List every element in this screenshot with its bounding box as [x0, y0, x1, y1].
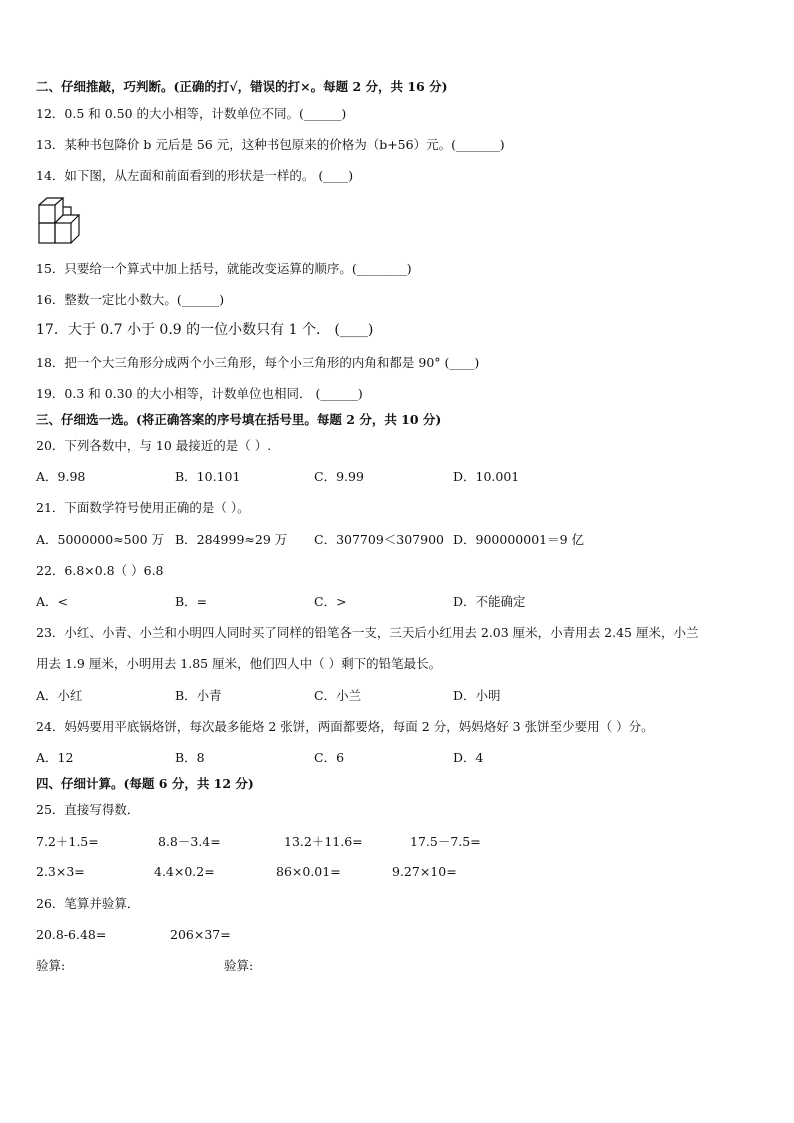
q24-option-d: D．4 — [453, 750, 484, 765]
calc-item: 20.8-6.48= — [36, 927, 107, 942]
q23-option-d: D．小明 — [453, 688, 501, 703]
question-22: 22．6.8×0.8（ ）6.8 — [36, 563, 164, 578]
question-24: 24．妈妈要用平底锅烙饼，每次最多能烙 2 张饼，两面都要烙，每面 2 分，妈妈烙好 3 张饼至少要用（ ）分。 — [36, 719, 654, 734]
question-17: 17．大于 0.7 小于 0.9 的一位小数只有 1 个． (____) — [36, 322, 374, 338]
calc-item: 13.2＋11.6= — [284, 834, 363, 849]
q22-option-d: D．不能确定 — [453, 594, 526, 609]
question-21: 21．下面数学符号使用正确的是（ ）。 — [36, 500, 250, 515]
q22-option-b: B．= — [175, 594, 208, 609]
q20-option-b: B．10.101 — [175, 469, 241, 484]
q21-option-b: B．284999≈29 万 — [175, 532, 288, 547]
check-label: 验算: — [36, 958, 66, 973]
calc-item: 86×0.01= — [276, 864, 341, 879]
question-23-line2: 用去 1.9 厘米，小明用去 1.85 厘米，他们四人中（ ）剩下的铅笔最长。 — [36, 656, 442, 671]
section3-title: 三、仔细选一选。(将正确答案的序号填在括号里。每题 2 分，共 10 分) — [36, 412, 442, 427]
calc-item: 7.2＋1.5= — [36, 834, 99, 849]
q23-option-a: A．小红 — [36, 688, 83, 703]
calc-item: 4.4×0.2= — [154, 864, 215, 879]
question-15: 15．只要给一个算式中加上括号，就能改变运算的顺序。(________) — [36, 261, 412, 276]
question-20: 20．下列各数中，与 10 最接近的是（ ）. — [36, 438, 272, 453]
calc-item: 9.27×10= — [392, 864, 457, 879]
q20-option-d: D．10.001 — [453, 469, 520, 484]
question-14: 14．如下图，从左面和前面看到的形状是一样的。 (____) — [36, 168, 354, 183]
q24-option-c: C．6 — [314, 750, 345, 765]
question-12: 12．0.5 和 0.50 的大小相等，计数单位不同。(______) — [36, 106, 347, 121]
q21-option-c: C．307709＜307900 — [314, 532, 444, 547]
q22-option-a: A．< — [36, 594, 69, 609]
q24-option-b: B．8 — [175, 750, 205, 765]
q24-option-a: A．12 — [36, 750, 74, 765]
question-25: 25．直接写得数． — [36, 802, 140, 817]
q20-option-a: A．9.98 — [36, 469, 86, 484]
cube-stack-figure — [38, 197, 90, 245]
check-label: 验算: — [224, 958, 254, 973]
question-19: 19．0.3 和 0.30 的大小相等，计数单位也相同． (______) — [36, 386, 363, 401]
question-18: 18．把一个大三角形分成两个小三角形，每个小三角形的内角和都是 90° (____) — [36, 355, 480, 370]
section2-title: 二、仔细推敲，巧判断。(正确的打√，错误的打×。每题 2 分，共 16 分) — [36, 79, 448, 94]
calc-item: 8.8－3.4= — [158, 834, 221, 849]
calc-item: 17.5－7.5= — [410, 834, 481, 849]
question-13: 13．某种书包降价 b 元后是 56 元，这种书包原来的价格为（b+56）元。(_______) — [36, 137, 505, 152]
section4-title: 四、仔细计算。(每题 6 分，共 12 分) — [36, 776, 254, 791]
q23-option-b: B．小青 — [175, 688, 222, 703]
q22-option-c: C．> — [314, 594, 347, 609]
q20-option-c: C．9.99 — [314, 469, 364, 484]
q21-option-d: D．900000001＝9 亿 — [453, 532, 585, 547]
question-26: 26．笔算并验算． — [36, 896, 140, 911]
question-16: 16．整数一定比小数大。(______) — [36, 292, 225, 307]
calc-item: 2.3×3= — [36, 864, 85, 879]
question-23-line1: 23．小红、小青、小兰和小明四人同时买了同样的铅笔各一支，三天后小红用去 2.03 厘米，小青用去 2.45 厘米，小兰 — [36, 625, 699, 640]
q23-option-c: C．小兰 — [314, 688, 362, 703]
calc-item: 206×37= — [170, 927, 231, 942]
q21-option-a: A．5000000≈500 万 — [36, 532, 165, 547]
